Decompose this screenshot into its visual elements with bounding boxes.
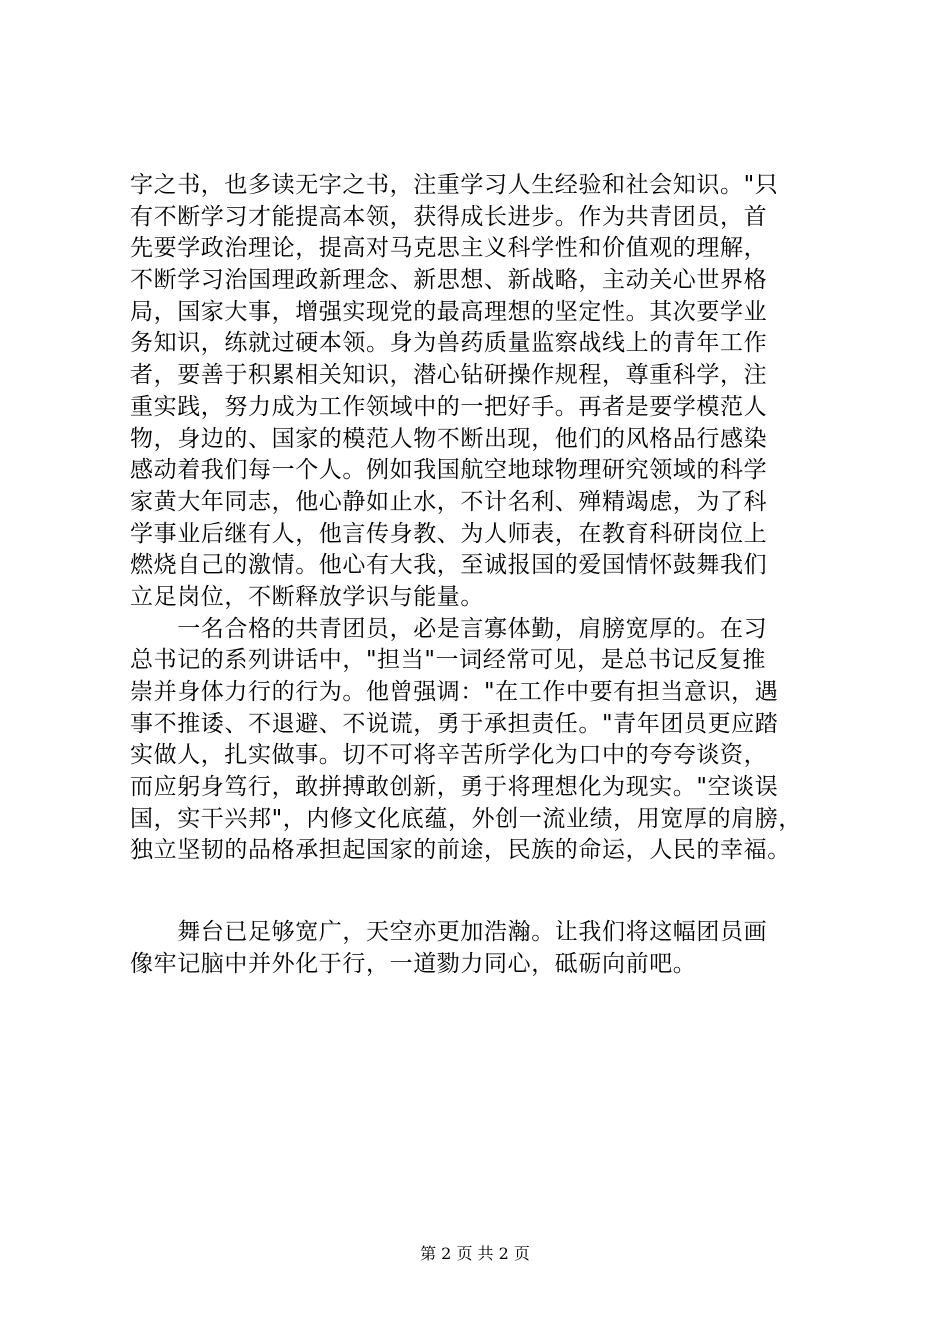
text-line: 像牢记脑中并外化于行，一道勠力同心，砥砺向前吧。 xyxy=(130,950,697,977)
text-line: 先要学政治理论，提高对马克思主义科学性和价值观的理解， xyxy=(130,235,768,262)
text-line: 重实践，努力成为工作领域中的一把好手。再者是要学模范人 xyxy=(130,393,768,420)
text-line: 独立坚韧的品格承担起国家的前途，民族的命运，人民的幸福。 xyxy=(130,837,791,864)
text-line: 字之书，也多读无字之书，注重学习人生经验和社会知识。"只 xyxy=(130,172,779,198)
text-line: 崇并身体力行的行为。他曾强调："在工作中要有担当意识，遇 xyxy=(130,679,779,705)
paragraph-2 xyxy=(130,614,850,868)
text-line: 而应躬身笃行，敢拼搏敢创新，勇于将理想化为现实。"空谈误 xyxy=(130,774,779,801)
text-line: 立足岗位，不断释放学识与能量。 xyxy=(130,583,484,610)
page-number-footer: 第 2 页 共 2 页 xyxy=(420,1244,530,1263)
text-line: 一名合格的共青团员，必是言寡体勤，肩膀宽厚的。在习 xyxy=(130,615,768,642)
text-line: 学事业后继有人，他言传身教、为人师表，在教育科研岗位上 xyxy=(130,520,768,547)
text-line: 者，要善于积累相关知识，潜心钻研操作规程，尊重科学，注 xyxy=(130,362,768,389)
text-line: 务知识，练就过硬本领。身为兽药质量监察战线上的青年工作 xyxy=(130,330,768,357)
text-line: 有不断学习才能提高本领，获得成长进步。作为共青团员，首 xyxy=(130,203,768,230)
text-line: 舞台已足够宽广，天空亦更加浩瀚。让我们将这幅团员画 xyxy=(130,919,768,946)
text-line: 事不推诿、不退避、不说谎，勇于承担责任。"青年团员更应踏 xyxy=(130,710,779,737)
paragraph-spacer xyxy=(130,867,850,917)
paragraph-3 xyxy=(130,917,850,980)
text-line: 国，实干兴邦"，内修文化底蕴，外创一流业绩，用宽厚的肩膀， xyxy=(130,805,802,832)
text-line: 不断学习治国理政新理念、新思想、新战略，主动关心世界格 xyxy=(130,267,768,294)
text-line: 物，身边的、国家的模范人物不断出现，他们的风格品行感染 xyxy=(130,425,768,452)
text-line: 燃烧自己的激情。他心有大我，至诚报国的爱国情怀鼓舞我们 xyxy=(130,552,768,579)
body-text xyxy=(130,170,850,981)
text-line: 实做人，扎实做事。切不可将辛苦所学化为口中的夸夸谈资， xyxy=(130,742,768,769)
text-line: 感动着我们每一个人。例如我国航空地球物理研究领域的科学 xyxy=(130,457,768,484)
text-line: 局，国家大事，增强实现党的最高理想的坚定性。其次要学业 xyxy=(130,298,768,325)
paragraph-1 xyxy=(130,170,850,614)
text-line: 家黄大年同志，他心静如止水，不计名利、殚精竭虑，为了科 xyxy=(130,488,768,515)
text-line: 总书记的系列讲话中，"担当"一词经常可见，是总书记反复推 xyxy=(130,647,766,674)
